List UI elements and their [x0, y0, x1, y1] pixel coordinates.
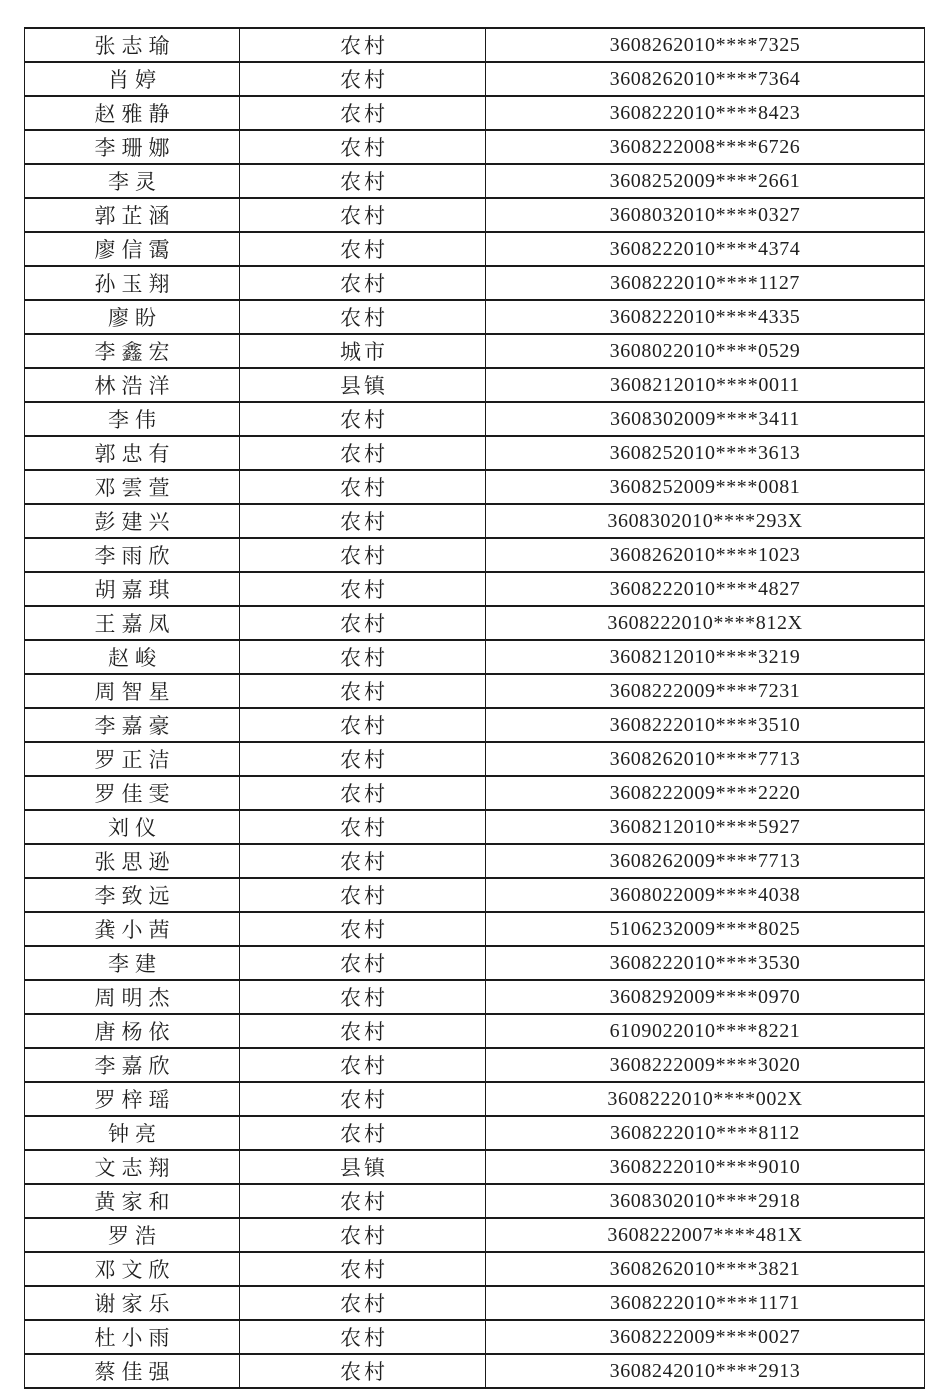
table-row — [25, 946, 925, 980]
name-cell: 王嘉凤 — [25, 606, 240, 640]
residence-type-cell: 农村 — [240, 1218, 486, 1252]
table-row — [25, 164, 925, 198]
name-cell: 赵峻 — [25, 640, 240, 674]
name-cell: 张志瑜 — [25, 28, 240, 62]
name-cell: 李雨欣 — [25, 538, 240, 572]
residence-type-cell: 农村 — [240, 28, 486, 62]
id-number-cell: 3608262010****7325 — [486, 28, 925, 62]
id-number-cell: 3608222010****8423 — [486, 96, 925, 130]
residence-type-cell: 农村 — [240, 1116, 486, 1150]
residence-type-cell: 农村 — [240, 946, 486, 980]
name-cell: 李珊娜 — [25, 130, 240, 164]
id-number-cell: 3608222009****0027 — [486, 1320, 925, 1354]
table-row — [25, 844, 925, 878]
table-row — [25, 436, 925, 470]
name-cell: 李伟 — [25, 402, 240, 436]
residence-type-cell: 农村 — [240, 640, 486, 674]
table-row — [25, 266, 925, 300]
id-number-cell: 5106232009****8025 — [486, 912, 925, 946]
name-cell: 林浩洋 — [25, 368, 240, 402]
table-row — [25, 504, 925, 538]
residence-type-cell: 农村 — [240, 1320, 486, 1354]
name-cell: 周智星 — [25, 674, 240, 708]
id-number-cell: 3608262009****7713 — [486, 844, 925, 878]
residence-type-cell: 农村 — [240, 232, 486, 266]
residence-type-cell: 农村 — [240, 980, 486, 1014]
id-number-cell: 3608212010****0011 — [486, 368, 925, 402]
residence-type-cell: 农村 — [240, 810, 486, 844]
id-number-cell: 3608262010****7364 — [486, 62, 925, 96]
residence-type-cell: 农村 — [240, 538, 486, 572]
id-number-cell: 3608022009****4038 — [486, 878, 925, 912]
name-cell: 李嘉欣 — [25, 1048, 240, 1082]
table-row — [25, 1286, 925, 1320]
table-row — [25, 1320, 925, 1354]
table-row — [25, 538, 925, 572]
table-row — [25, 130, 925, 164]
id-number-cell: 3608222009****3020 — [486, 1048, 925, 1082]
name-cell: 赵雅静 — [25, 96, 240, 130]
name-cell: 彭建兴 — [25, 504, 240, 538]
residence-type-cell: 农村 — [240, 1252, 486, 1286]
residence-type-cell: 农村 — [240, 164, 486, 198]
table-row — [25, 368, 925, 402]
name-cell: 李嘉豪 — [25, 708, 240, 742]
name-cell: 李鑫宏 — [25, 334, 240, 368]
name-cell: 张思逊 — [25, 844, 240, 878]
residence-type-cell: 农村 — [240, 198, 486, 232]
residence-type-cell: 城市 — [240, 334, 486, 368]
name-cell: 郭芷涵 — [25, 198, 240, 232]
name-cell: 周明杰 — [25, 980, 240, 1014]
residence-type-cell: 农村 — [240, 130, 486, 164]
id-number-cell: 3608222010****1171 — [486, 1286, 925, 1320]
name-cell: 孙玉翔 — [25, 266, 240, 300]
id-number-cell: 3608252010****3613 — [486, 436, 925, 470]
residence-type-cell: 县镇 — [240, 368, 486, 402]
table-row — [25, 96, 925, 130]
id-number-cell: 3608032010****0327 — [486, 198, 925, 232]
name-cell: 文志翔 — [25, 1150, 240, 1184]
table-row — [25, 334, 925, 368]
name-cell: 罗梓瑶 — [25, 1082, 240, 1116]
table-row — [25, 62, 925, 96]
id-number-cell: 3608302010****293X — [486, 504, 925, 538]
id-number-cell: 3608212010****5927 — [486, 810, 925, 844]
name-cell: 杜小雨 — [25, 1320, 240, 1354]
name-cell: 廖信霭 — [25, 232, 240, 266]
name-cell: 黄家和 — [25, 1184, 240, 1218]
id-number-cell: 3608262010****3821 — [486, 1252, 925, 1286]
table-row — [25, 1252, 925, 1286]
table-row — [25, 1082, 925, 1116]
id-number-cell: 3608262010****7713 — [486, 742, 925, 776]
name-cell: 唐杨依 — [25, 1014, 240, 1048]
residence-type-cell: 农村 — [240, 402, 486, 436]
id-number-cell: 3608242010****2913 — [486, 1354, 925, 1388]
id-number-cell: 3608222007****481X — [486, 1218, 925, 1252]
id-number-cell: 3608302010****2918 — [486, 1184, 925, 1218]
residence-type-cell: 农村 — [240, 912, 486, 946]
table-row — [25, 1218, 925, 1252]
table-row — [25, 470, 925, 504]
table-row — [25, 1150, 925, 1184]
residence-type-cell: 农村 — [240, 1014, 486, 1048]
roster-table — [24, 27, 925, 1389]
residence-type-cell: 农村 — [240, 62, 486, 96]
id-number-cell: 3608022010****0529 — [486, 334, 925, 368]
residence-type-cell: 农村 — [240, 436, 486, 470]
residence-type-cell: 农村 — [240, 776, 486, 810]
id-number-cell: 3608222010****3510 — [486, 708, 925, 742]
name-cell: 谢家乐 — [25, 1286, 240, 1320]
residence-type-cell: 农村 — [240, 572, 486, 606]
name-cell: 罗浩 — [25, 1218, 240, 1252]
residence-type-cell: 农村 — [240, 96, 486, 130]
residence-type-cell: 农村 — [240, 742, 486, 776]
id-number-cell: 3608262010****1023 — [486, 538, 925, 572]
name-cell: 龚小茜 — [25, 912, 240, 946]
name-cell: 刘仪 — [25, 810, 240, 844]
id-number-cell: 3608222009****7231 — [486, 674, 925, 708]
id-number-cell: 3608222010****8112 — [486, 1116, 925, 1150]
residence-type-cell: 农村 — [240, 1286, 486, 1320]
table-row — [25, 606, 925, 640]
name-cell: 邓雲萱 — [25, 470, 240, 504]
table-row — [25, 640, 925, 674]
residence-type-cell: 农村 — [240, 266, 486, 300]
residence-type-cell: 农村 — [240, 844, 486, 878]
name-cell: 钟亮 — [25, 1116, 240, 1150]
table-row — [25, 300, 925, 334]
id-number-cell: 3608222009****2220 — [486, 776, 925, 810]
residence-type-cell: 农村 — [240, 300, 486, 334]
residence-type-cell: 农村 — [240, 1354, 486, 1388]
residence-type-cell: 农村 — [240, 674, 486, 708]
id-number-cell: 3608222010****812X — [486, 606, 925, 640]
table-row — [25, 708, 925, 742]
id-number-cell: 3608222010****1127 — [486, 266, 925, 300]
name-cell: 罗佳雯 — [25, 776, 240, 810]
name-cell: 蔡佳强 — [25, 1354, 240, 1388]
table-row — [25, 674, 925, 708]
table-row — [25, 198, 925, 232]
residence-type-cell: 农村 — [240, 1048, 486, 1082]
residence-type-cell: 农村 — [240, 504, 486, 538]
id-number-cell: 3608302009****3411 — [486, 402, 925, 436]
table-row — [25, 912, 925, 946]
id-number-cell: 3608222010****4827 — [486, 572, 925, 606]
id-number-cell: 3608222010****4374 — [486, 232, 925, 266]
residence-type-cell: 县镇 — [240, 1150, 486, 1184]
table-row — [25, 1116, 925, 1150]
name-cell: 郭忠有 — [25, 436, 240, 470]
table-row — [25, 878, 925, 912]
residence-type-cell: 农村 — [240, 1082, 486, 1116]
table-row — [25, 1014, 925, 1048]
table-row — [25, 776, 925, 810]
table-row — [25, 1354, 925, 1388]
table-row — [25, 1184, 925, 1218]
table-row — [25, 810, 925, 844]
roster-table-body — [25, 28, 925, 1388]
name-cell: 廖盼 — [25, 300, 240, 334]
residence-type-cell: 农村 — [240, 606, 486, 640]
residence-type-cell: 农村 — [240, 878, 486, 912]
name-cell: 罗正洁 — [25, 742, 240, 776]
id-number-cell: 3608212010****3219 — [486, 640, 925, 674]
id-number-cell: 3608222010****002X — [486, 1082, 925, 1116]
name-cell: 邓文欣 — [25, 1252, 240, 1286]
name-cell: 李灵 — [25, 164, 240, 198]
name-cell: 肖婷 — [25, 62, 240, 96]
name-cell: 胡嘉琪 — [25, 572, 240, 606]
name-cell: 李致远 — [25, 878, 240, 912]
id-number-cell: 6109022010****8221 — [486, 1014, 925, 1048]
table-row — [25, 232, 925, 266]
table-row — [25, 28, 925, 62]
table-row — [25, 402, 925, 436]
id-number-cell: 3608222010****3530 — [486, 946, 925, 980]
table-row — [25, 742, 925, 776]
id-number-cell: 3608222010****9010 — [486, 1150, 925, 1184]
table-row — [25, 572, 925, 606]
residence-type-cell: 农村 — [240, 470, 486, 504]
residence-type-cell: 农村 — [240, 1184, 486, 1218]
id-number-cell: 3608222008****6726 — [486, 130, 925, 164]
id-number-cell: 3608222010****4335 — [486, 300, 925, 334]
table-row — [25, 980, 925, 1014]
table-row — [25, 1048, 925, 1082]
id-number-cell: 3608252009****2661 — [486, 164, 925, 198]
id-number-cell: 3608292009****0970 — [486, 980, 925, 1014]
id-number-cell: 3608252009****0081 — [486, 470, 925, 504]
name-cell: 李建 — [25, 946, 240, 980]
residence-type-cell: 农村 — [240, 708, 486, 742]
